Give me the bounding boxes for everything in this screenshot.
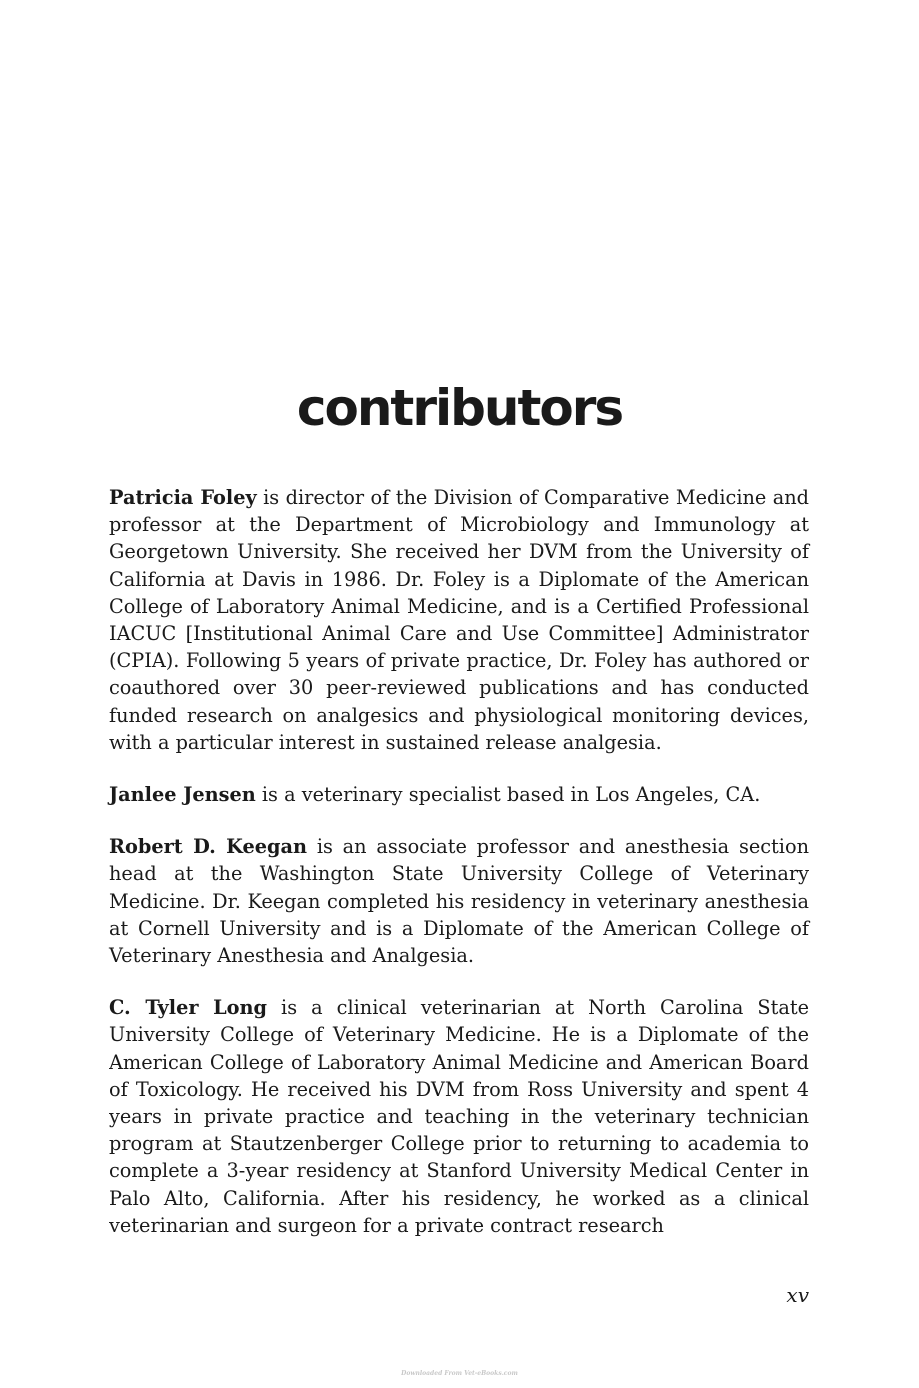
contributor-name: C. Tyler Long — [109, 996, 268, 1020]
contributor-entry — [109, 994, 809, 1239]
page-number: xv — [786, 1283, 809, 1307]
contributor-bio: is director of the Division of Comparative Medicine and professor at the Department of Microbiology and Immunology at Georgetown University. She received her DVM from the University of California at Davis in 1986. Dr. Foley is a Diplomate of the American College of Laboratory Animal Medicine, and is a Certified Professional IACUC [Institutional Animal Care and Use Committee] Administrator (CPIA). Following 5 years of private practice, Dr. Foley has authored or coauthored over 30 peer-reviewed publications and has conducted funded research on analgesics and physiological monitoring devices, with a particular interest in sustained release analgesia. — [109, 486, 809, 754]
page-title: contributors — [296, 379, 623, 437]
contributor-entry — [109, 484, 809, 756]
contributor-name: Patricia Foley — [109, 486, 257, 509]
contributor-name: Janlee Jensen — [109, 783, 256, 807]
contributor-entry — [109, 781, 809, 808]
contributor-list — [109, 484, 809, 1239]
contributor-bio: is an associate professor and anesthesia section head at the Washington State University College of Veterinary Medicine. Dr. Keegan completed his residency in veterinary anesthesia at Cornell University and is a Diplomate of the American College of Veterinary Anesthesia and Analgesia. — [109, 835, 810, 968]
contributor-name: Robert D. Keegan — [109, 835, 308, 859]
contributor-bio: is a veterinary specialist based in Los Angeles, CA. — [255, 783, 761, 807]
contributor-bio: is a clinical veterinarian at North Carolina State University College of Veterinary Medicine. He is a Diplomate of the American College of Laboratory Animal Medicine and American Board of Toxicology. He received his DVM from Ross University and spent 4 years in private practice and teaching in the veterinary technician program at Stautzenberger College prior to returning to academia to complete a 3-year residency at Stanford University Medical Center in Palo Alto, California. After his residency, he worked as a clinical veterinarian and surgeon for a private contract research — [109, 996, 809, 1237]
contributor-entry — [109, 833, 809, 969]
watermark: Downloaded From Vet-eBooks.com — [401, 1370, 518, 1377]
